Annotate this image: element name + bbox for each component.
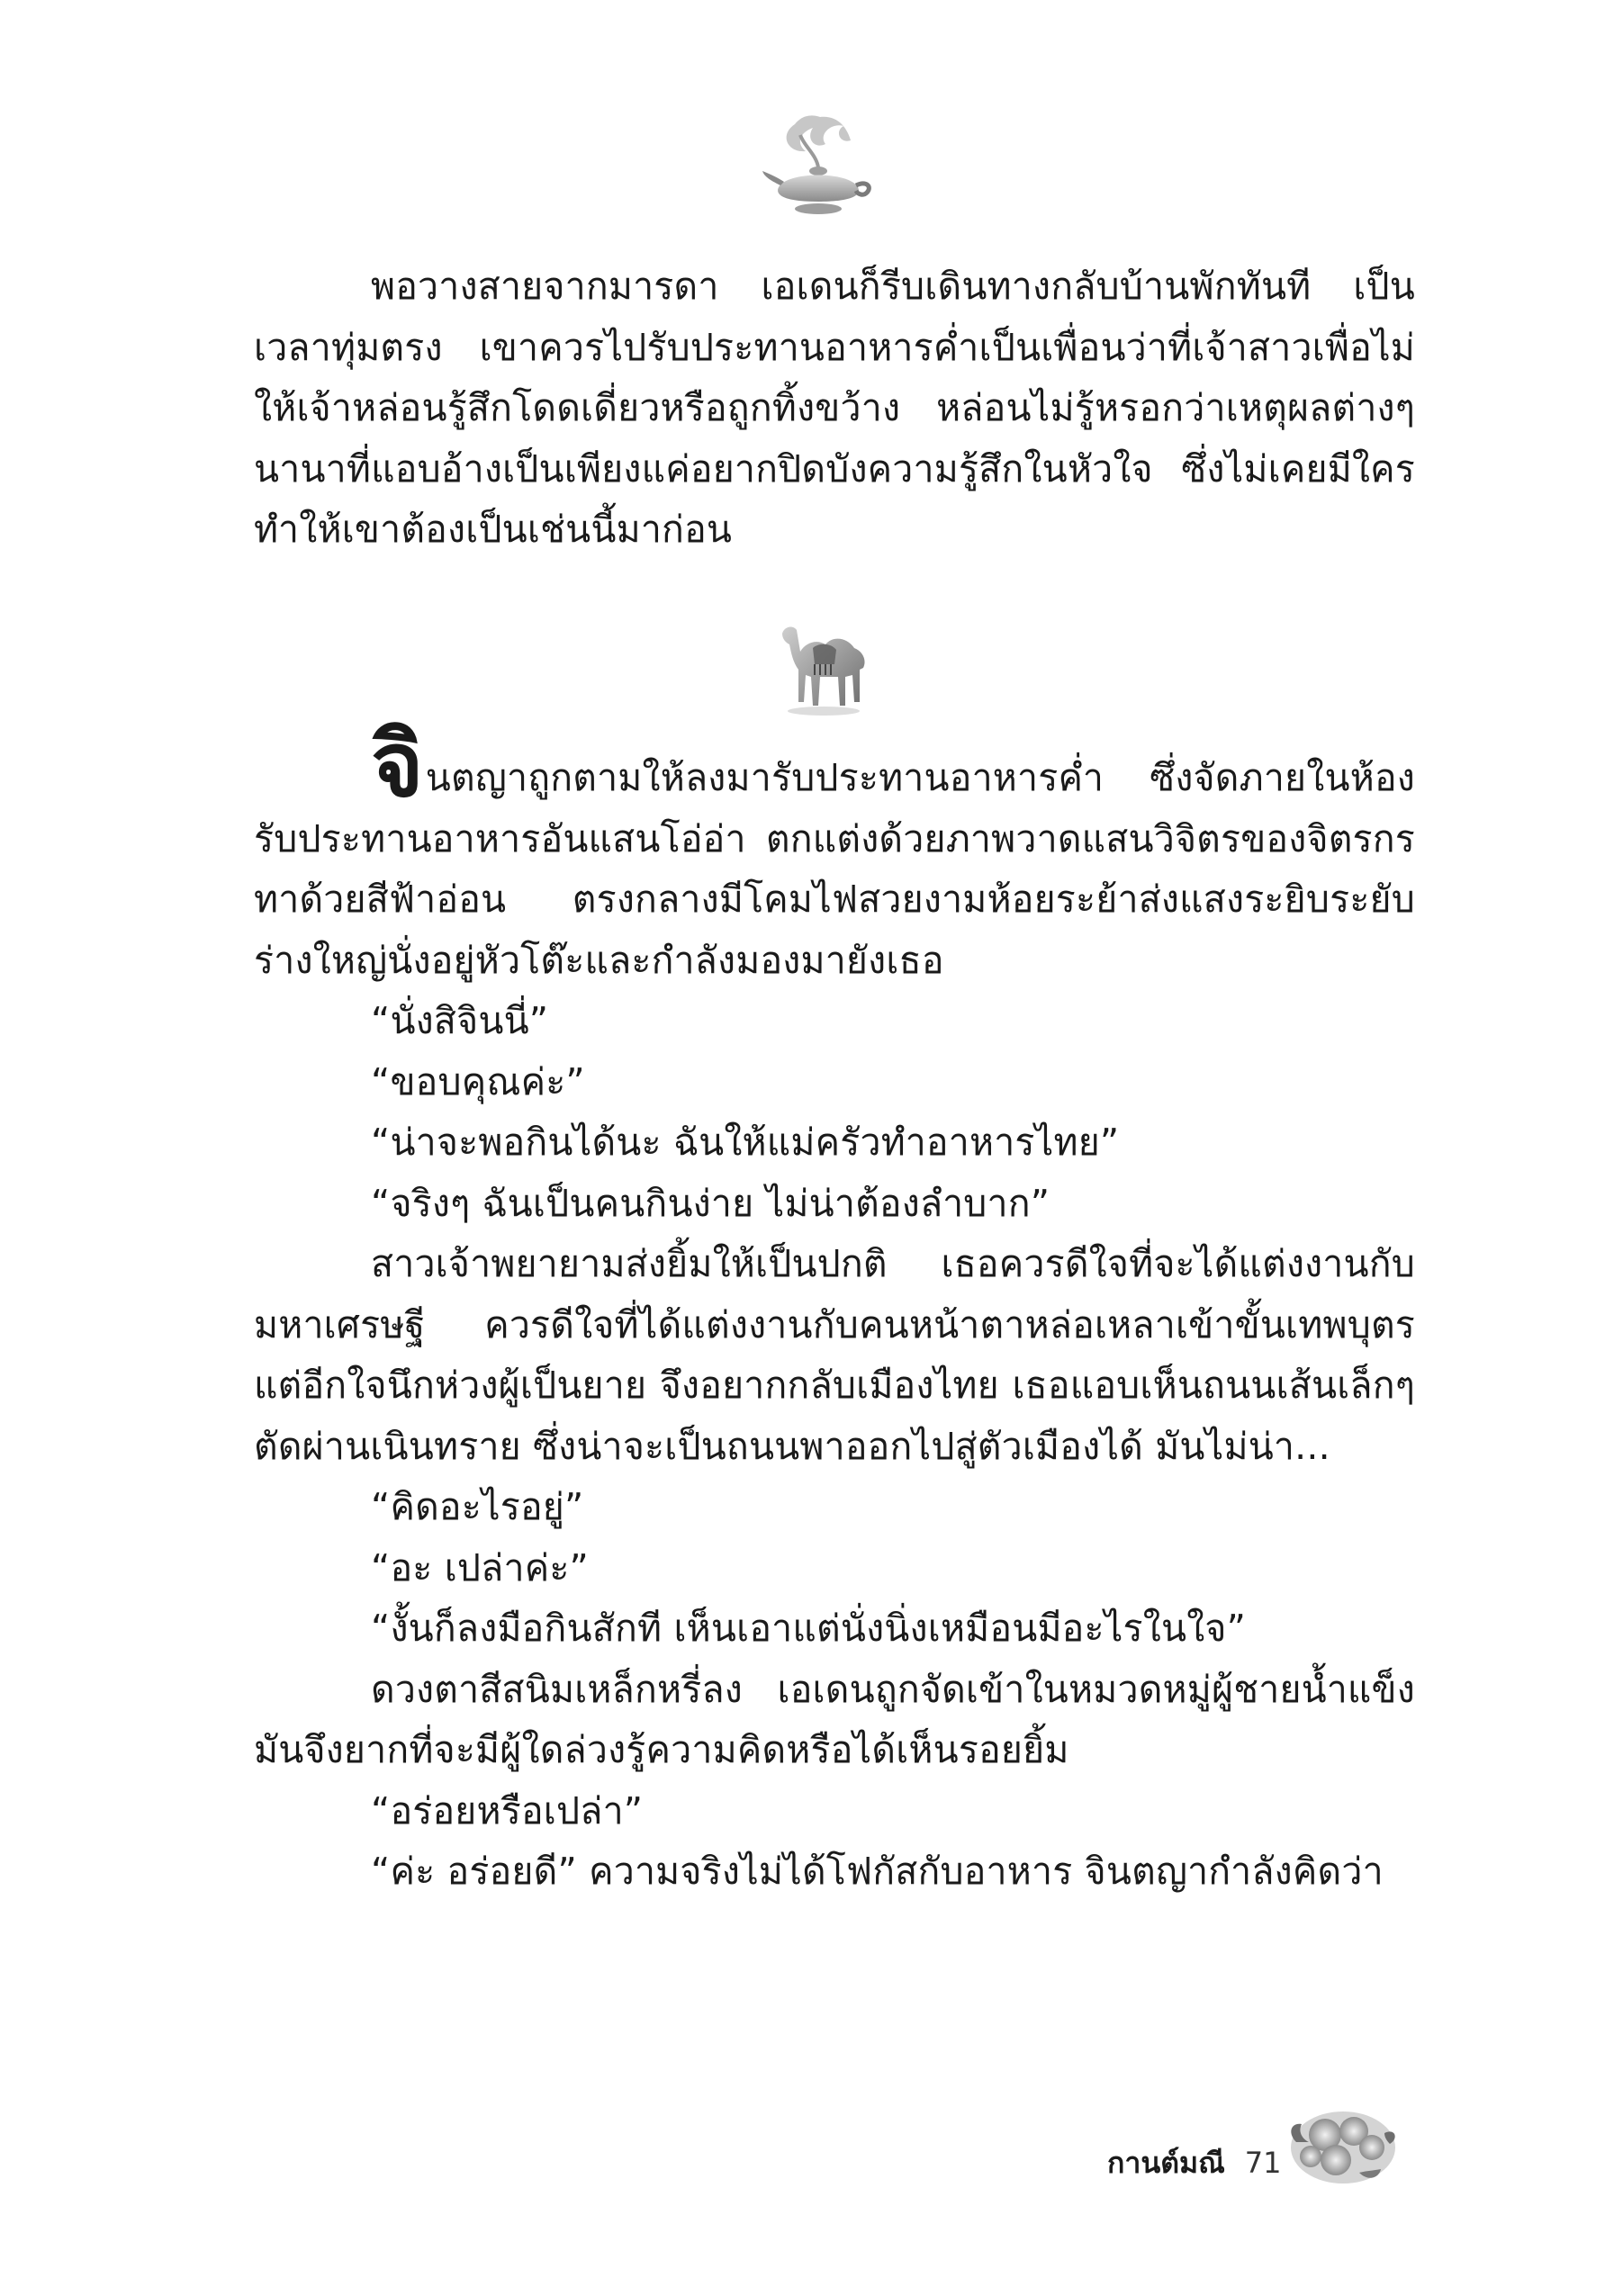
- dialogue-line: “อร่อยหรือเปล่า”: [371, 1788, 644, 1832]
- section-2-text: [254, 712, 1415, 1903]
- drop-cap: จิ: [371, 712, 424, 817]
- camel-icon: [770, 612, 878, 720]
- dialogue-line: “นั่งสิจินนี่”: [371, 999, 549, 1042]
- first-paragraph-text: นตญาถูกตามให้ลงมารับประทานอาหารค่ำ ซึ่งจัดภายในห้องรับประทานอาหารอันแสนโอ่อ่า ตกแต่งด้วยภาพวาดแสนวิจิตรของจิตรกรทาด้วยสีฟ้าอ่อน ตรงกลางมีโคมไฟสวยงามห้อยระย้าส่งแสงระยิบระยับร่างใหญ่นั่งอยู่หัวโต๊ะและกำลังมองมายังเธอ: [254, 756, 1415, 982]
- section-1-text: [254, 257, 1415, 561]
- first-paragraph: [254, 712, 1415, 991]
- paragraph: พอวางสายจากมารดา เอเดนก็รีบเดินทางกลับบ้านพักทันที เป็นเวลาทุ่มตรง เขาควรไปรับประทานอาหารค่ำเป็นเพื่อนว่าที่เจ้าสาวเพื่อไม่ให้เจ้าหล่อนรู้สึกโดดเดี่ยวหรือถูกทิ้งขว้าง หล่อนไม่รู้หรอกว่าเหตุผลต่างๆ นานาที่แอบอ้างเป็นเพียงแค่อยากปิดบังความรู้สึกในหัวใจ ซึ่งไม่เคยมีใครทำให้เขาต้องเป็นเช่นนี้มาก่อน: [254, 265, 1415, 551]
- author-name: กานต์มณี: [1107, 2145, 1225, 2180]
- dialogue-line: “ค่ะ อร่อยดี” ความจริงไม่ได้โฟกัสกับอาหาร จินตญากำลังคิดว่า: [371, 1850, 1384, 1893]
- paragraph: สาวเจ้าพยายามส่งยิ้มให้เป็นปกติ เธอควรดีใจที่จะได้แต่งงานกับมหาเศรษฐี ควรดีใจที่ได้แต่งงานกับคนหน้าตาหล่อเหลาเข้าขั้นเทพบุตร แต่อีกใจนึกห่วงผู้เป็นยาย จึงอยากกลับเมืองไทย เธอแอบเห็นถนนเส้นเล็กๆ ตัดผ่านเนินทราย ซึ่งน่าจะเป็นถนนพาออกไปสู่ตัวเมืองได้ มันไม่น่า...: [254, 1242, 1415, 1468]
- dialogue-line: “งั้นก็ลงมือกินสักที เห็นเอาแต่นั่งนิ่งเหมือนมีอะไรในใจ”: [371, 1607, 1247, 1650]
- dialogue-line: “ขอบคุณค่ะ”: [371, 1059, 585, 1103]
- dialogue-line: “น่าจะพอกินได้นะ ฉันให้แม่ครัวทำอาหารไทย”: [371, 1121, 1120, 1164]
- dialogue-line: “คิดอะไรอยู่”: [371, 1485, 584, 1528]
- genie-lamp-icon: [761, 108, 878, 225]
- dialogue-line: “อะ เปล่าค่ะ”: [371, 1545, 589, 1589]
- flower-bouquet-icon: [1278, 2088, 1404, 2196]
- dialogue-line: “จริงๆ ฉันเป็นคนกินง่าย ไม่น่าต้องลำบาก”: [371, 1181, 1050, 1225]
- paragraph: ดวงตาสีสนิมเหล็กหรี่ลง เอเดนถูกจัดเข้าในหมวดหมู่ผู้ชายน้ำแข็ง มันจึงยากที่จะมีผู้ใดล่วงรู้ความคิดหรือได้เห็นรอยยิ้ม: [254, 1667, 1415, 1771]
- page-number: 71: [1244, 2146, 1282, 2180]
